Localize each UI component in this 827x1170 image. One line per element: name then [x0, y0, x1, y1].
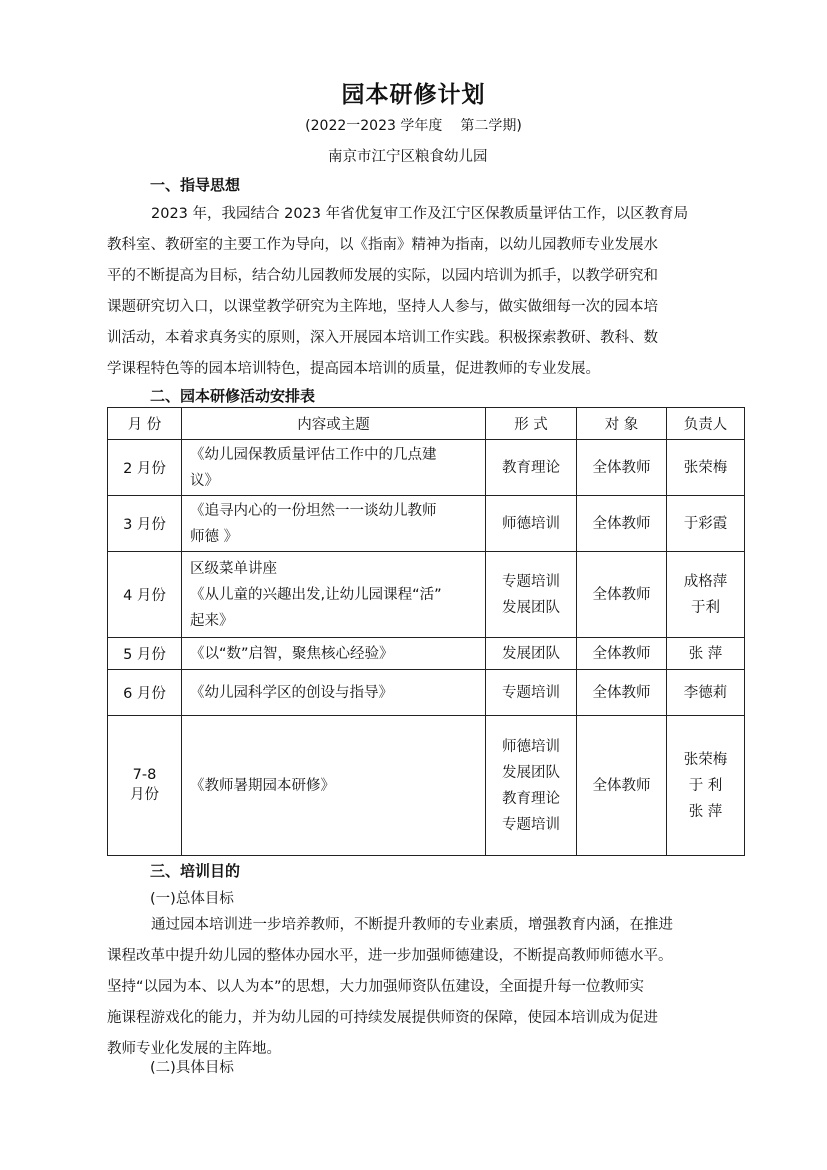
- content-cell-line: 《追寻内心的一份坦然一一谈幼儿教师: [190, 502, 437, 519]
- header-lead: 负责人: [667, 408, 745, 440]
- paragraph-line: 学课程特色等的园本培训特色，提高园本培训的质量，促进教师的专业发展。: [107, 361, 600, 377]
- lead-cell: [667, 496, 745, 552]
- target-cell-line: 全体教师: [592, 645, 651, 662]
- table-row: [108, 638, 745, 670]
- content-cell-line: 起来》: [190, 612, 234, 629]
- paragraph-line: 教科室、教研室的主要工作为导向，以《指南》精神为指南，以幼儿园教师专业发展水: [107, 237, 658, 253]
- form-cell: [486, 496, 577, 552]
- content-cell-line: 《从儿童的兴趣出发,让幼儿园课程“活”: [190, 586, 442, 603]
- table-header-row: [108, 408, 745, 440]
- header-month: 月 份: [108, 408, 182, 440]
- target-cell: [577, 552, 667, 638]
- content-cell-line: 《教师暑期园本研修》: [190, 777, 335, 794]
- content-cell-line: 《以“数”启智，聚焦核心经验》: [190, 645, 394, 662]
- paragraph-line: 通过园本培训进一步培养教师，不断提升教师的专业素质，增强教育内涵，在推进: [151, 917, 673, 933]
- target-cell: [577, 670, 667, 716]
- document-title: 园本研修计划: [341, 82, 486, 108]
- lead-cell-line: 于彩霞: [683, 515, 728, 532]
- lead-cell-line: 于利: [691, 599, 720, 616]
- content-cell-line: 《幼儿园科学区的创设与指导》: [190, 684, 393, 701]
- lead-cell-line: 张 萍: [688, 803, 723, 820]
- section-heading-guiding-ideology: 一、指导思想: [150, 176, 241, 194]
- table-row: [108, 716, 745, 856]
- lead-cell-line: 于 利: [688, 777, 723, 794]
- content-cell: [182, 552, 486, 638]
- paragraph-line: 施课程游戏化的能力，并为幼儿园的可持续发展提供师资的保障，使园本培训成为促进: [107, 1010, 658, 1026]
- form-cell: [486, 638, 577, 670]
- form-cell-line: 教育理论: [502, 459, 560, 476]
- form-cell-line: 发展团队: [502, 599, 560, 616]
- month-cell-line: 2 月份: [123, 461, 166, 477]
- form-cell-line: 发展团队: [502, 764, 560, 781]
- target-cell: [577, 716, 667, 856]
- target-cell-line: 全体教师: [592, 777, 651, 794]
- form-cell-line: 专题培训: [502, 684, 560, 701]
- month-cell-line: 月份: [130, 787, 159, 803]
- target-cell: [577, 440, 667, 496]
- lead-cell: [667, 716, 745, 856]
- target-cell-line: 全体教师: [592, 586, 651, 603]
- schedule-table: [107, 407, 745, 856]
- content-cell: [182, 638, 486, 670]
- form-cell-line: 教育理论: [502, 790, 560, 807]
- content-cell-line: 议》: [190, 472, 219, 489]
- lead-cell-line: 成格萍: [683, 573, 728, 590]
- header-target: 对 象: [577, 408, 667, 440]
- semester: 第二学期): [460, 118, 522, 134]
- paragraph-line: 平的不断提高为目标，结合幼儿园教师发展的实际，以园内培训为抓手，以教学研究和: [107, 268, 658, 284]
- table-row: [108, 552, 745, 638]
- guiding-ideology-paragraph: [107, 199, 747, 385]
- form-cell-line: 专题培训: [502, 816, 560, 833]
- month-cell-line: 7-8: [132, 767, 157, 783]
- paragraph-line: 课题研究切入口，以课堂教学研究为主阵地，坚持人人参与，做实做细每一次的园本培: [107, 299, 658, 315]
- paragraph-line: 训活动，本着求真务实的原则，深入开展园本培训工作实践。积极探索教研、教科、数: [107, 330, 658, 346]
- month-cell: [108, 496, 182, 552]
- form-cell: [486, 670, 577, 716]
- paragraph-line: 2023 年，我园结合 2023 年省优复审工作及江宁区保教质量评估工作，以区教育局: [151, 206, 689, 222]
- table-row: [108, 440, 745, 496]
- content-cell: [182, 440, 486, 496]
- form-cell: [486, 716, 577, 856]
- month-cell-line: 4 月份: [123, 588, 166, 604]
- academic-year-line: [0, 115, 827, 135]
- form-cell-line: 发展团队: [502, 645, 560, 662]
- target-cell: [577, 496, 667, 552]
- table-row: [108, 670, 745, 716]
- content-cell-line: 师德 》: [190, 528, 239, 545]
- month-cell: [108, 552, 182, 638]
- month-cell: [108, 440, 182, 496]
- overall-goal-heading: (一)总体目标: [150, 891, 234, 907]
- school-name: 南京市江宁区粮食幼儿园: [328, 149, 488, 165]
- content-cell-line: 《幼儿园保教质量评估工作中的几点建: [190, 446, 437, 463]
- target-cell-line: 全体教师: [592, 515, 651, 532]
- content-cell: [182, 670, 486, 716]
- target-cell: [577, 638, 667, 670]
- lead-cell-line: 李德莉: [683, 684, 728, 701]
- month-cell-line: 5 月份: [123, 647, 166, 663]
- paragraph-line: 课程改革中提升幼儿园的整体办园水平，进一步加强师德建设，不断提高教师师德水平。: [107, 948, 673, 964]
- content-cell: [182, 716, 486, 856]
- header-content: 内容或主题: [182, 408, 486, 440]
- lead-cell: [667, 440, 745, 496]
- overall-goal-paragraph: [107, 910, 747, 1065]
- section-heading-training-purpose: 三、培训目的: [150, 862, 241, 880]
- content-cell: [182, 496, 486, 552]
- form-cell-line: 师德培训: [502, 738, 560, 755]
- lead-cell: [667, 638, 745, 670]
- target-cell-line: 全体教师: [592, 459, 651, 476]
- lead-cell: [667, 552, 745, 638]
- section-heading-schedule: 二、园本研修活动安排表: [150, 387, 316, 405]
- lead-cell-line: 张荣梅: [683, 459, 728, 476]
- specific-goal-heading: (二)具体目标: [150, 1060, 234, 1076]
- month-cell: [108, 670, 182, 716]
- lead-cell: [667, 670, 745, 716]
- month-cell-line: 3 月份: [123, 517, 166, 533]
- form-cell: [486, 440, 577, 496]
- form-cell: [486, 552, 577, 638]
- paragraph-line: 坚持“以园为本、以人为本”的思想，大力加强师资队伍建设，全面提升每一位教师实: [107, 979, 645, 995]
- target-cell-line: 全体教师: [592, 684, 651, 701]
- academic-year: (2022一2023 学年度: [305, 118, 443, 134]
- content-cell-line: 区级菜单讲座: [190, 560, 277, 577]
- month-cell: [108, 638, 182, 670]
- form-cell-line: 师德培训: [502, 515, 560, 532]
- table-row: [108, 496, 745, 552]
- lead-cell-line: 张荣梅: [683, 751, 728, 768]
- header-form: 形 式: [486, 408, 577, 440]
- paragraph-line: 教师专业化发展的主阵地。: [107, 1041, 281, 1057]
- month-cell: [108, 716, 182, 856]
- lead-cell-line: 张 萍: [688, 645, 723, 662]
- form-cell-line: 专题培训: [502, 573, 560, 590]
- month-cell-line: 6 月份: [123, 686, 166, 702]
